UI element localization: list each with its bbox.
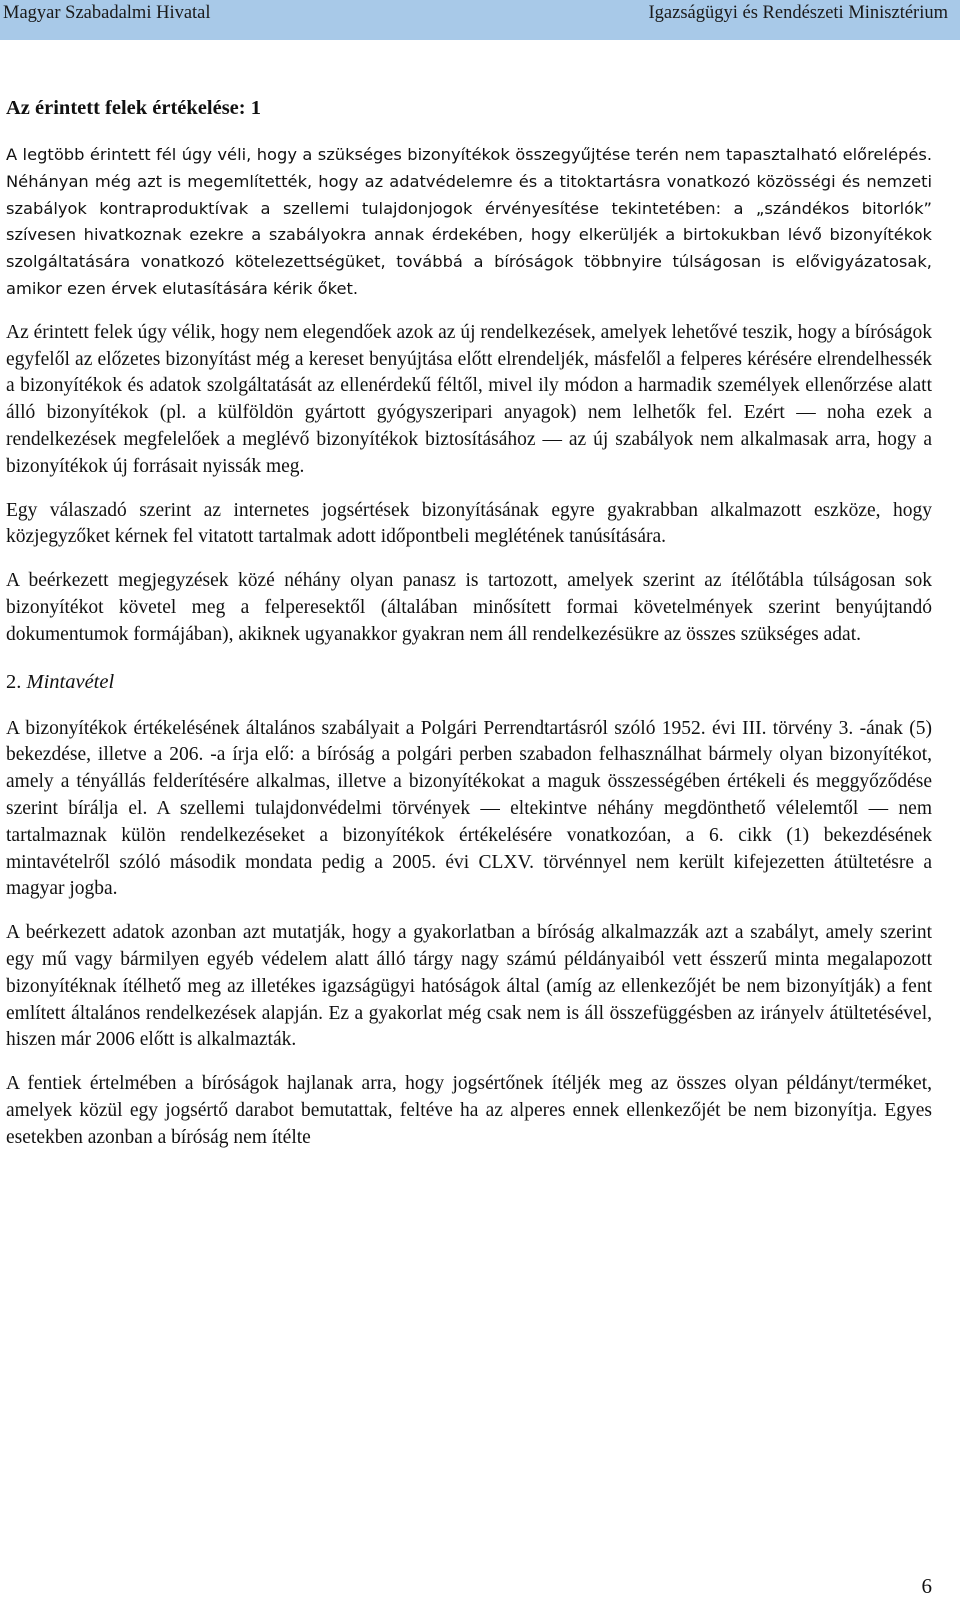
paragraph-1: A legtöbb érintett fél úgy véli, hogy a szükséges bizonyítékok összegyűjtése terén nem tapasztalható előrelépés. Néhányan még azt is megemlítették, hogy az adatvédelemre és a titoktartásra vonatkozó közösségi és nemzeti szabályok kontraproduktívak a szellemi tulajdonjogok érvényesítése tekintetében: a „szándékos bitorlók” szívesen hivatkoznak ezekre a szabályokra annak érdekében, hogy elkerüljék a birtokukban lévő bizonyítékok szolgáltatására vonatkozó kötelezettségüket, továbbá a bíróságok többnyire túlságosan is elővigyázatosak, amikor ezen érvek elutasítására kérik őket.: [6, 145, 932, 298]
paragraph-4: A beérkezett megjegyzések közé néhány olyan panasz is tartozott, amelyek szerint az ítélőtábla túlságosan sok bizonyítékot követel meg a felperesektől (általában minősített formai követelmények szerint benyújtandó dokumentumok formájában), akiknek ugyanakkor gyakran nem áll rendelkezésükre az összes szükséges adat.: [6, 570, 932, 645]
header-right-text: Igazságügyi és Rendészeti Minisztérium: [648, 3, 948, 23]
paragraph-3: Egy válaszadó szerint az internetes jogsértések bizonyításának egyre gyakrabban alkalmazott eszköze, hogy közjegyzőket kérnek fel vitatott tartalmak adott időpontbeli meglétének tanúsítására.: [6, 499, 932, 548]
page-header: [0, 0, 960, 40]
paragraph-7: A fentiek értelmében a bíróságok hajlanak arra, hogy jogsértőnek ítéljék meg az összes olyan példányt/terméket, amelyek közül egy jogsértő darabot bemutattak, feltéve ha az alperes ennek ellenkezőjét be nem bizonyítja. Egyes esetekben azonban a bíróság nem ítélte: [6, 1073, 932, 1148]
paragraph-6: A beérkezett adatok azonban azt mutatják, hogy a gyakorlatban a bíróság alkalmazzák azt a szabályt, amely szerint egy mű vagy bármilyen egyéb védelem alatt álló tárgy nagy számú példányaiból vett ésszerű minta megalapozott bizonyítéknak ítélhető meg az illetékes igazságügyi hatóságok által (amíg az ellenkezőjét be nem bizonyítják) a fent említett általános rendelkezések alapján. Ez a gyakorlat még csak nem is áll összefüggésben az irányelv átültetésével, hiszen már 2006 előtt is alkalmazták.: [6, 922, 932, 1051]
paragraph-2: Az érintett felek úgy vélik, hogy nem elegendőek azok az új rendelkezések, amelyek lehetővé teszik, hogy a bíróságok egyfelől az előzetes bizonyítást még a kereset benyújtása előtt elrendeljék, másfelől a felperes kérésére elrendelhessék a bizonyítékok és adatok szolgáltatását az ellenérdekű féltől, mivel ily módon a harmadik személyek ellenőrzése alatt álló bizonyítékok (pl. a külföldön gyártott gyógyszeripari anyagok) nem lelhetők fel. Ezért ― noha ezek a rendelkezések megfelelőek a meglévő bizonyítékok biztosításához ― az új szabályok nem alkalmasak arra, hogy a bizonyítékok új forrásait nyissák meg.: [6, 321, 932, 477]
document-body: [6, 92, 932, 1169]
subsection-heading: [6, 666, 932, 699]
subsection-title: Mintavétel: [26, 670, 115, 693]
page-number: 6: [921, 1574, 932, 1598]
subsection-number: 2.: [6, 670, 22, 693]
header-left-text: Magyar Szabadalmi Hivatal: [3, 3, 211, 23]
paragraph-5: A bizonyítékok értékelésének általános szabályait a Polgári Perrendtartásról szóló 1952. évi III. törvény 3. -ának (5) bekezdése, illetve a 206. -a írja elő: a bíróság a polgári perben szabadon felhasználhat bármely olyan bizonyítékot, amely a tényállás felderítésére alkalmas, illetve a bizonyítékokat a maguk összességében értékeli és meggyőződése szerint bírálja el. A szellemi tulajdonvédelmi törvények ― eltekintve néhány megdönthető vélelemtől ― nem tartalmaznak külön rendelkezéseket a bizonyítékok értékelésére vonatkozóan, a 6. cikk (1) bekezdésének mintavételről szóló második mondata pedig a 2005. évi CLXV. törvénnyel nem került kifejezetten átültetésre a magyar jogba.: [6, 717, 932, 900]
section-heading: Az érintett felek értékelése: 1: [6, 97, 261, 119]
